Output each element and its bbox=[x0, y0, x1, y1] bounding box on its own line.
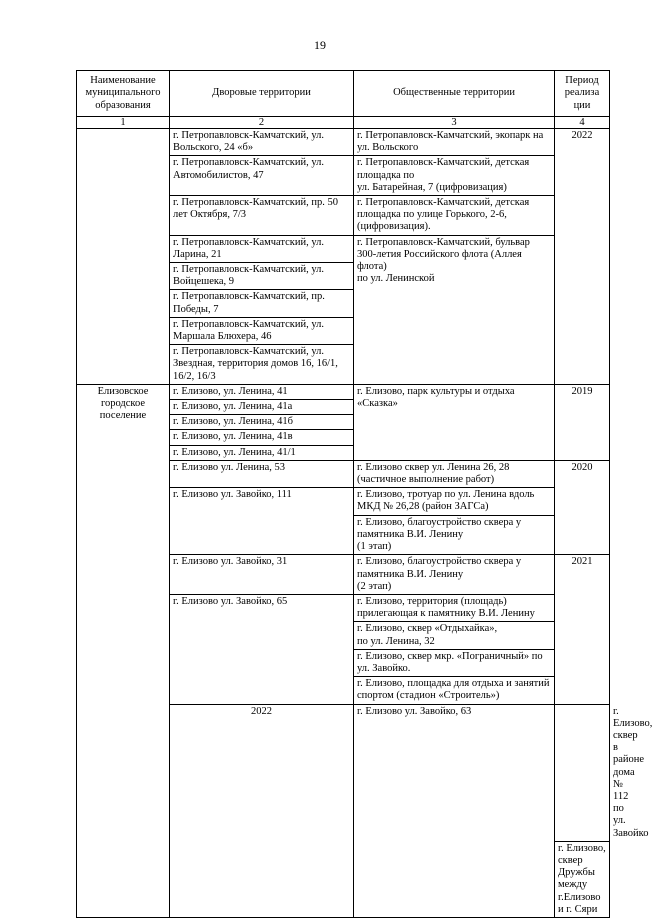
public-territory-cell: г. Елизово, благоустройство сквера у памятника В.И. Ленину (2 этап) bbox=[354, 555, 555, 595]
municipality-cell-empty bbox=[77, 129, 170, 385]
yard-territory-cell: г. Петропавловск-Камчатский, ул. Маршала Блюхера, 46 bbox=[170, 317, 354, 344]
table-row bbox=[77, 129, 610, 156]
public-territory-cell: г. Петропавловск-Камчатский, экопарк на ул. Вольского bbox=[354, 129, 555, 156]
period-cell: 2022 bbox=[170, 704, 354, 917]
period-cell: 2022 bbox=[555, 129, 610, 385]
public-territory-cell: г. Елизово, площадка для отдыха и занятий спортом (стадион «Строитель») bbox=[354, 677, 555, 704]
public-territory-cell: г. Елизово, благоустройство сквера у памятника В.И. Ленину (1 этап) bbox=[354, 515, 555, 555]
public-territory-cell: г. Елизово, сквер мкр. «Пограничный» по ул. Завойко. bbox=[354, 649, 555, 676]
yard-territory-cell: г. Елизово, ул. Ленина, 41 bbox=[170, 384, 354, 399]
header-yard-territories: Дворовые территории bbox=[170, 71, 354, 117]
public-territory-cell: г. Елизово, территория (площадь) прилегающая к памятнику В.И. Ленину bbox=[354, 594, 555, 621]
public-territory-cell: г. Елизово, сквер «Отдыхайка», по ул. Ленина, 32 bbox=[354, 622, 555, 649]
yard-territory-cell: г. Елизово ул. Завойко, 65 bbox=[170, 594, 354, 704]
yard-territory-cell: г. Петропавловск-Камчатский, ул. Автомобилистов, 47 bbox=[170, 156, 354, 196]
header-municipality: Наименование муниципального образования bbox=[77, 71, 170, 117]
yard-territory-cell: г. Елизово ул. Завойко, 111 bbox=[170, 488, 354, 555]
column-number: 1 bbox=[77, 117, 170, 129]
header-public-territories: Общественные территории bbox=[354, 71, 555, 117]
yard-territory-cell: г. Елизово, ул. Ленина, 41в bbox=[170, 430, 354, 445]
public-territory-cell: г. Петропавловск-Камчатский, бульвар 300-летия Российского флота (Аллея флота) по ул. Ленинской bbox=[354, 235, 555, 384]
yard-territory-cell: г. Петропавловск-Камчатский, ул. Ларина, 21 bbox=[170, 235, 354, 262]
public-territory-cell: г. Елизово сквер ул. Ленина 26, 28 (частичное выполнение работ) bbox=[354, 460, 555, 487]
public-territory-cell: г. Елизово, парк культуры и отдыха «Сказка» bbox=[354, 384, 555, 460]
column-number: 2 bbox=[170, 117, 354, 129]
yard-territory-cell: г. Елизово ул. Ленина, 53 bbox=[170, 460, 354, 487]
table-header-row bbox=[77, 71, 610, 117]
yard-territory-cell: г. Елизово ул. Завойко, 31 bbox=[170, 555, 354, 595]
period-cell: 2020 bbox=[555, 460, 610, 554]
yard-territory-cell: г. Елизово ул. Завойко, 63 bbox=[354, 704, 555, 917]
yard-territory-cell: г. Елизово, ул. Ленина, 41/1 bbox=[170, 445, 354, 460]
column-number: 3 bbox=[354, 117, 555, 129]
yard-territory-cell: г. Петропавловск-Камчатский, пр. 50 лет Октября, 7/3 bbox=[170, 196, 354, 236]
page-number: 19 bbox=[314, 38, 326, 52]
territories-table: Наименование муниципального образования Дворовые территории Общественные территории Период реализа ции 1 2 3 4 г. Петропавловск-Камчатский, ул. Вольского, 24 «б» г. Петропавловск-Камчатский, экопарк на ул. Вольского 2022 г. Петропавловск-Камчатский, ул. Автомобилистов, 47 г. Петропавловск-Камчатский, детская площадка по ул. Батарейная, 7 (цифровизация) г. Петропавловск-Камчатский, пр. 50 лет Октября, 7/3 г. Петропавловск-Камчатский, детская площадка по улице Горького, 2-6, (цифровизация). г. Петропавловск-Камчатский, ул. Ларина, 21 г. Петропавловск-Камчатский, бульвар 300-летия Российского флота (Аллея флота) по ул. Ленинской г. Петропавловск-Камчатский, ул. Войцешека, 9 г. Петропавловск-Камчатский, пр. Победы, 7 г. Петропавловск-Камчатский, ул. Маршала Блюхера, 46 г. Петропавловск-Камчатский, ул. Звездная, территория домов 16, 16/1, 16/2, 16/3 Елизовское городское поселение г. Елизово, ул. Ленина, 41 г. Елизово, парк культуры и отдыха «Сказка» 2019 г. Елизово, ул. Ленина, 41а г. Елизово, ул. Ленина, 41б г. Елизово, ул. Ленина, 41в г. Елизово, ул. Ленина, 41/1 г. Елизово ул. Ленина, 53 г. Елизово сквер ул. Ленина 26, 28 (частичное выполнение работ) 2020 г. Елизово, тротуар по ул. Ленина вдоль МКД № 26,28 (район ЗАГСа) г. Елизово ул. Завойко, 111 г. Елизово, благоустройство сквера у памятника В.И. Ленину (1 этап) г. Елизово ул. Завойко, 31 г. Елизово, благоустройство сквера у памятника В.И. Ленину (2 этап) 2021 г. Елизово ул. Завойко, 65 г. Елизово, территория (площадь) прилегающая к памятнику В.И. Ленину г. Елизово, сквер «Отдыхайка», по ул. Ленина, 32 г. Елизово, сквер мкр. «Пограничный» по ул. Завойко. г. Елизово, площадка для отдыха и занятий спортом (стадион «Строитель») г. Елизово ул. Завойко, 63 г. Елизово, сквер в районе дома № 112 по ул. Завойко 2022 г. Елизово, сквер Дружбы между г.Елизово и г. Сяри bbox=[76, 70, 610, 918]
period-cell: 2019 bbox=[555, 384, 610, 460]
yard-territory-cell: г. Елизово, ул. Ленина, 41а bbox=[170, 400, 354, 415]
column-number-row bbox=[77, 117, 610, 129]
yard-territory-cell: г. Петропавловск-Камчатский, ул. Войцешека, 9 bbox=[170, 263, 354, 290]
public-territory-cell: г. Елизово, сквер Дружбы между г.Елизово и г. Сяри bbox=[555, 841, 610, 917]
yard-territory-cell: г. Петропавловск-Камчатский, ул. Звездная, территория домов 16, 16/1, 16/2, 16/3 bbox=[170, 345, 354, 385]
header-period: Период реализа ции bbox=[555, 71, 610, 117]
period-cell: 2021 bbox=[555, 555, 610, 704]
public-territory-cell: г. Петропавловск-Камчатский, детская площадка по ул. Батарейная, 7 (цифровизация) bbox=[354, 156, 555, 196]
public-territory-cell: г. Елизово, тротуар по ул. Ленина вдоль МКД № 26,28 (район ЗАГСа) bbox=[354, 488, 555, 515]
yard-territory-cell: г. Петропавловск-Камчатский, ул. Вольского, 24 «б» bbox=[170, 129, 354, 156]
public-territory-cell: г. Петропавловск-Камчатский, детская площадка по улице Горького, 2-6, (цифровизация). bbox=[354, 196, 555, 236]
municipality-cell: Елизовское городское поселение bbox=[77, 384, 170, 917]
yard-territory-cell: г. Елизово, ул. Ленина, 41б bbox=[170, 415, 354, 430]
yard-territory-cell: г. Петропавловск-Камчатский, пр. Победы, 7 bbox=[170, 290, 354, 317]
column-number: 4 bbox=[555, 117, 610, 129]
table-row bbox=[77, 384, 610, 399]
